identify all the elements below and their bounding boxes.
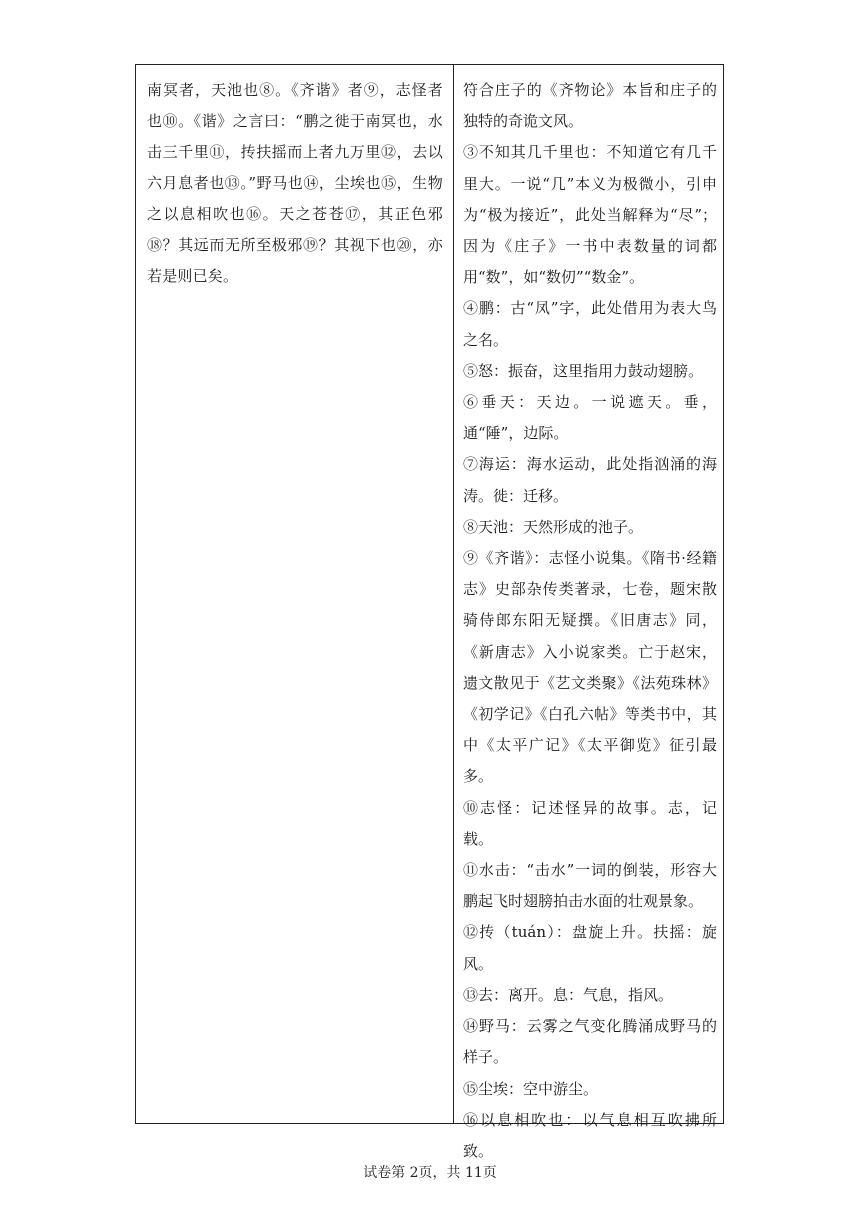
annotation-item: ⑩志怪：记述怪异的故事。志，记载。 (463, 798, 717, 848)
annotation-list (463, 75, 717, 1167)
annotations-column (454, 65, 723, 1160)
annotation-item: ⑦海运：海水运动，此处指汹涌的海涛。徙：迁移。 (463, 455, 717, 505)
annotation-item: ⑭野马：云雾之气变化腾涌成野马的样子。 (463, 1017, 717, 1067)
content-table (135, 64, 724, 1160)
annotation-item: ③不知其几千里也：不知道它有几千里大。一说“几”本义为极微小，引申为“极为接近”，此处当解释为“尽”；因为《庄子》一书中表数量的词都用“数”，如“数仞”“数金”。 (463, 143, 717, 287)
annotation-item: ⑯以息相吹也：以气息相互吹拂所致。 (463, 1110, 717, 1160)
annotation-item: ⑥垂天：天边。一说遮天。垂，通“陲”，边际。 (463, 393, 717, 443)
annotation-item: ⑨《齐谐》：志怪小说集。《隋书·经籍志》史部杂传类著录，七卷，题宋散骑侍郎东阳无疑撰。《旧唐志》同，《新唐志》入小说家类。亡于赵宋，遗文散见于《艺文类聚》《法苑珠林》《初学记》《白孔六帖》等类书中，其中《太平广记》《太平御览》征引最多。 (463, 549, 717, 786)
annotation-item: ⑫抟（tuán）：盘旋上升。扶摇：旋风。 (463, 923, 717, 973)
annotation-item: ⑪水击：“击水”一词的倒装，形容大鹏起飞时翅膀拍击水面的壮观景象。 (463, 861, 717, 911)
original-text-column (136, 65, 454, 1123)
annotation-item: ⑤怒：振奋，这里指用力鼓动翅膀。 (463, 361, 704, 380)
page-footer: 试卷第 2页，共 11页 (363, 1165, 497, 1181)
annotation-item: 符合庄子的《齐物论》本旨和庄子的独特的奇诡文风。 (463, 81, 717, 131)
annotation-item: ⑧天池：天然形成的池子。 (463, 517, 644, 536)
annotation-item: ④鹏：古“凤”字，此处借用为表大鸟之名。 (463, 299, 717, 349)
annotation-item: ⑬去：离开。息：气息，指风。 (463, 985, 674, 1004)
original-text: 南冥者，天池也⑧。《齐谐》者⑨，志怪者也⑩。《谐》之言曰：“鹏之徙于南冥也，水击三千里⑪，抟扶摇而上者九万里⑫，去以六月息者也⑬。”野马也⑭，尘埃也⑮，生物之以息相吹也⑯。天之苍苍⑰，其正色邪⑱？其远而无所至极邪⑲？其视下也⑳，亦若是则已矣。 (147, 81, 443, 285)
annotation-item: ⑮尘埃：空中游尘。 (463, 1079, 599, 1098)
